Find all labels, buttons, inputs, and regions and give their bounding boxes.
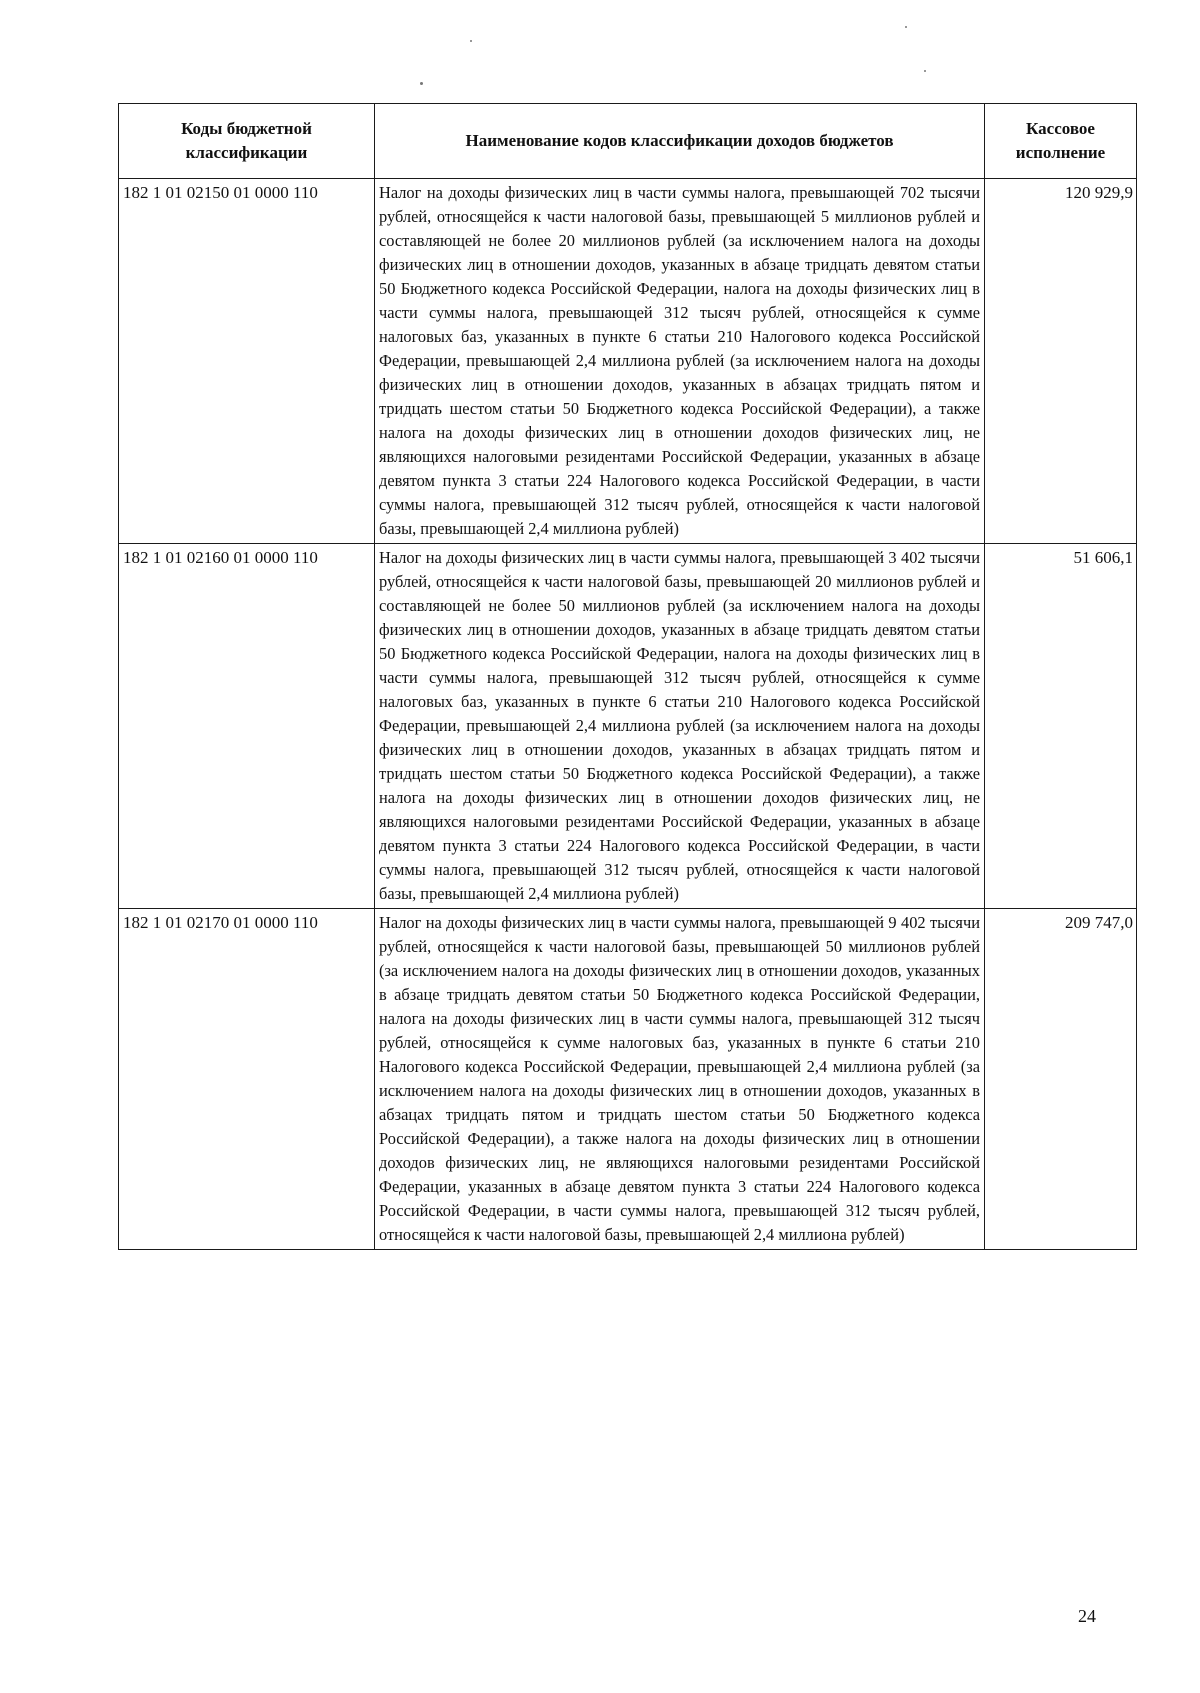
row-amount: 120 929,9 — [985, 179, 1137, 544]
budget-classification-table — [118, 103, 1137, 1250]
row-name: Налог на доходы физических лиц в части суммы налога, превышающей 3 402 тысячи рублей, относящейся к части налоговой базы, превышающей 20 миллионов рублей и составляющей не более 50 миллионов рублей (за исключением налога на доходы физических лиц в отношении доходов, указанных в абзаце тридцать девятом статьи 50 Бюджетного кодекса Российской Федерации, налога на доходы физических лиц в части суммы налога, превышающей 312 тысяч рублей, относящейся к сумме налоговых баз, указанных в пункте 6 статьи 210 Налогового кодекса Российской Федерации, превышающей 2,4 миллиона рублей (за исключением налога на доходы физических лиц в отношении доходов, указанных в абзацах тридцать пятом и тридцать шестом статьи 50 Бюджетного кодекса Российской Федерации), а также налога на доходы физических лиц в отношении доходов физических лиц, не являющихся налоговыми резидентами Российской Федерации, указанных в абзаце девятом пункта 3 статьи 224 Налогового кодекса Российской Федерации, в части суммы налога, превышающей 312 тысяч рублей, относящейся к части налоговой базы, превышающей 2,4 миллиона рублей) — [375, 544, 985, 909]
header-code: Коды бюджетной классификации — [119, 104, 375, 179]
row-name: Налог на доходы физических лиц в части суммы налога, превышающей 702 тысячи рублей, относящейся к части налоговой базы, превышающей 5 миллионов рублей и составляющей не более 20 миллионов рублей (за исключением налога на доходы физических лиц в отношении доходов, указанных в абзаце тридцать девятом статьи 50 Бюджетного кодекса Российской Федерации, налога на доходы физических лиц в части суммы налога, превышающей 312 тысяч рублей, относящейся к сумме налоговых баз, указанных в пункте 6 статьи 210 Налогового кодекса Российской Федерации, превышающей 2,4 миллиона рублей (за исключением налога на доходы физических лиц в отношении доходов, указанных в абзацах тридцать пятом и тридцать шестом статьи 50 Бюджетного кодекса Российской Федерации), а также налога на доходы физических лиц в отношении доходов физических лиц, не являющихся налоговыми резидентами Российской Федерации, указанных в абзаце девятом пункта 3 статьи 224 Налогового кодекса Российской Федерации, в части суммы налога, превышающей 312 тысяч рублей, относящейся к части налоговой базы, превышающей 2,4 миллиона рублей) — [375, 179, 985, 544]
row-name: Налог на доходы физических лиц в части суммы налога, превышающей 9 402 тысячи рублей, относящейся к части налоговой базы, превышающей 50 миллионов рублей (за исключением налога на доходы физических лиц в отношении доходов, указанных в абзаце тридцать девятом статьи 50 Бюджетного кодекса Российской Федерации, налога на доходы физических лиц в части суммы налога, превышающей 312 тысяч рублей, относящейся к сумме налоговых баз, указанных в пункте 6 статьи 210 Налогового кодекса Российской Федерации, превышающей 2,4 миллиона рублей (за исключением налога на доходы физических лиц в отношении доходов, указанных в абзацах тридцать пятом и тридцать шестом статьи 50 Бюджетного кодекса Российской Федерации), а также налога на доходы физических лиц в отношении доходов физических лиц, не являющихся налоговыми резидентами Российской Федерации, указанных в абзаце девятом пункта 3 статьи 224 Налогового кодекса Российской Федерации, в части суммы налога, превышающей 312 тысяч рублей, относящейся к части налоговой базы, превышающей 2,4 миллиона рублей) — [375, 909, 985, 1250]
scan-speck — [470, 40, 472, 42]
row-code: 182 1 01 02160 01 0000 110 — [119, 544, 375, 909]
row-amount: 209 747,0 — [985, 909, 1137, 1250]
header-amount: Кассовое исполнение — [985, 104, 1137, 179]
scan-speck — [420, 82, 423, 85]
header-name: Наименование кодов классификации доходов бюджетов — [375, 104, 985, 179]
row-amount: 51 606,1 — [985, 544, 1137, 909]
table-header-row — [119, 104, 1137, 179]
scan-speck — [924, 70, 926, 72]
row-code: 182 1 01 02150 01 0000 110 — [119, 179, 375, 544]
table-row — [119, 179, 1137, 544]
scan-speck — [905, 26, 907, 28]
row-code: 182 1 01 02170 01 0000 110 — [119, 909, 375, 1250]
page-number: 24 — [1078, 1606, 1096, 1626]
table-row — [119, 909, 1137, 1250]
table-row — [119, 544, 1137, 909]
